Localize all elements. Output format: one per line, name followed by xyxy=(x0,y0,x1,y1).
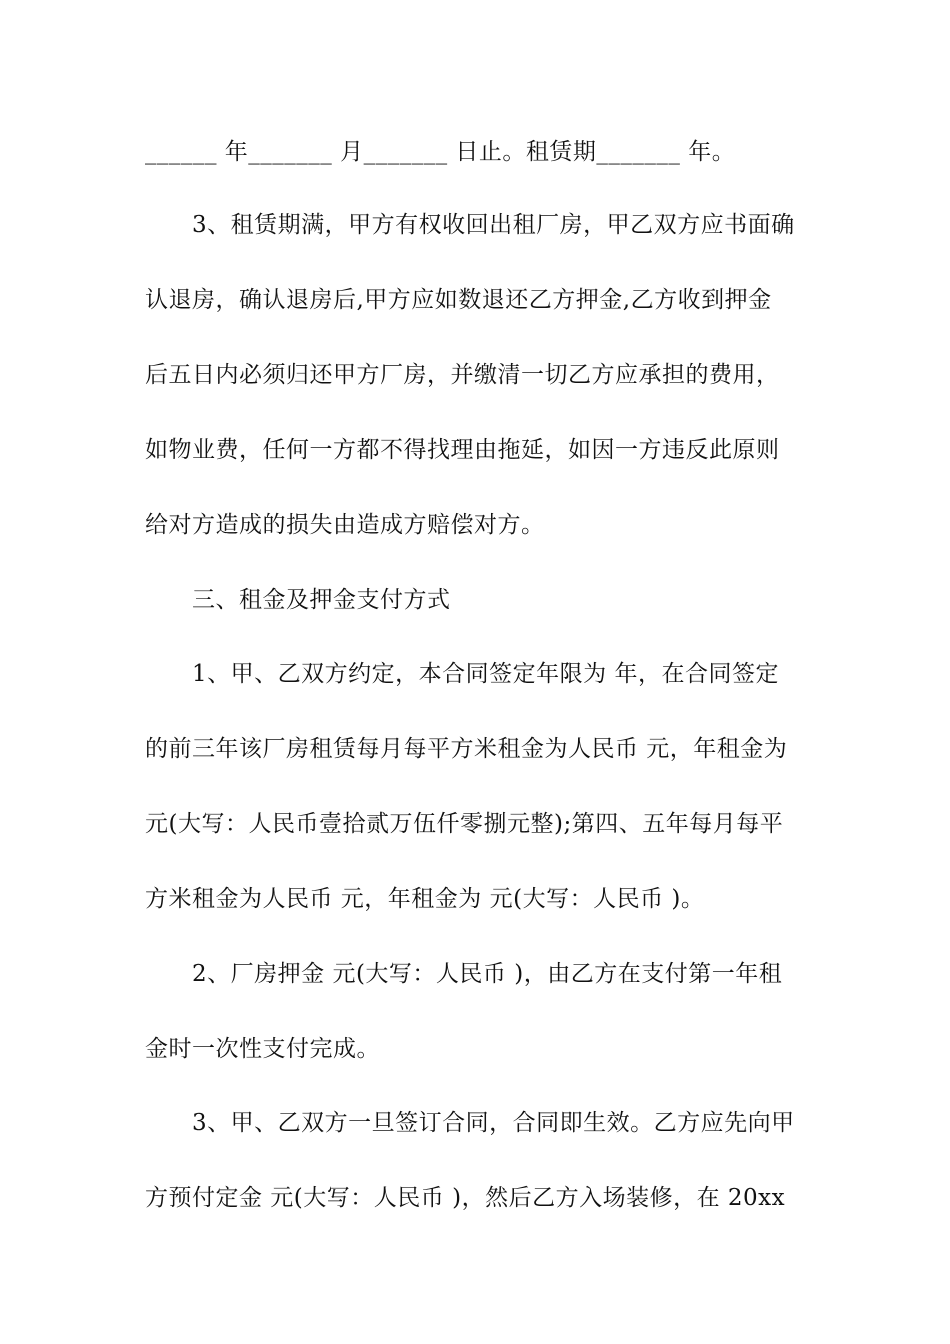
paragraph-line: 2、厂房押金 元(大写：人民币 )，由乙方在支付第一年租 xyxy=(192,961,783,987)
paragraph-line: 金时一次性支付完成。 xyxy=(145,1036,380,1062)
paragraph-line: 1、甲、乙双方约定，本合同签定年限为 年，在合同签定 xyxy=(192,661,779,687)
paragraph-line: ______ 年_______ 月_______ 日止。租赁期_______ 年。 xyxy=(145,139,736,165)
paragraph-line: 如物业费，任何一方都不得找理由拖延，如因一方违反此原则 xyxy=(145,437,780,463)
paragraph-line: 方米租金为人民币 元，年租金为 元(大写：人民币 )。 xyxy=(145,886,705,912)
paragraph-line: 后五日内必须归还甲方厂房，并缴清一切乙方应承担的费用， xyxy=(145,362,780,388)
paragraph-line: 方预付定金 元(大写：人民币 )，然后乙方入场装修，在 20xx xyxy=(145,1185,786,1211)
section-heading: 三、租金及押金支付方式 xyxy=(192,587,451,613)
paragraph-line: 认退房，确认退房后,甲方应如数退还乙方押金,乙方收到押金 xyxy=(145,287,772,313)
paragraph-line: 元(大写：人民币壹拾贰万伍仟零捌元整);第四、五年每月每平 xyxy=(145,811,784,837)
paragraph-line: 给对方造成的损失由造成方赔偿对方。 xyxy=(145,512,545,538)
paragraph-line: 3、甲、乙双方一旦签订合同，合同即生效。乙方应先向甲 xyxy=(192,1110,795,1136)
paragraph-line: 3、租赁期满，甲方有权收回出租厂房，甲乙双方应书面确 xyxy=(192,212,795,238)
paragraph-line: 的前三年该厂房租赁每月每平方米租金为人民币 元，年租金为 xyxy=(145,736,788,762)
